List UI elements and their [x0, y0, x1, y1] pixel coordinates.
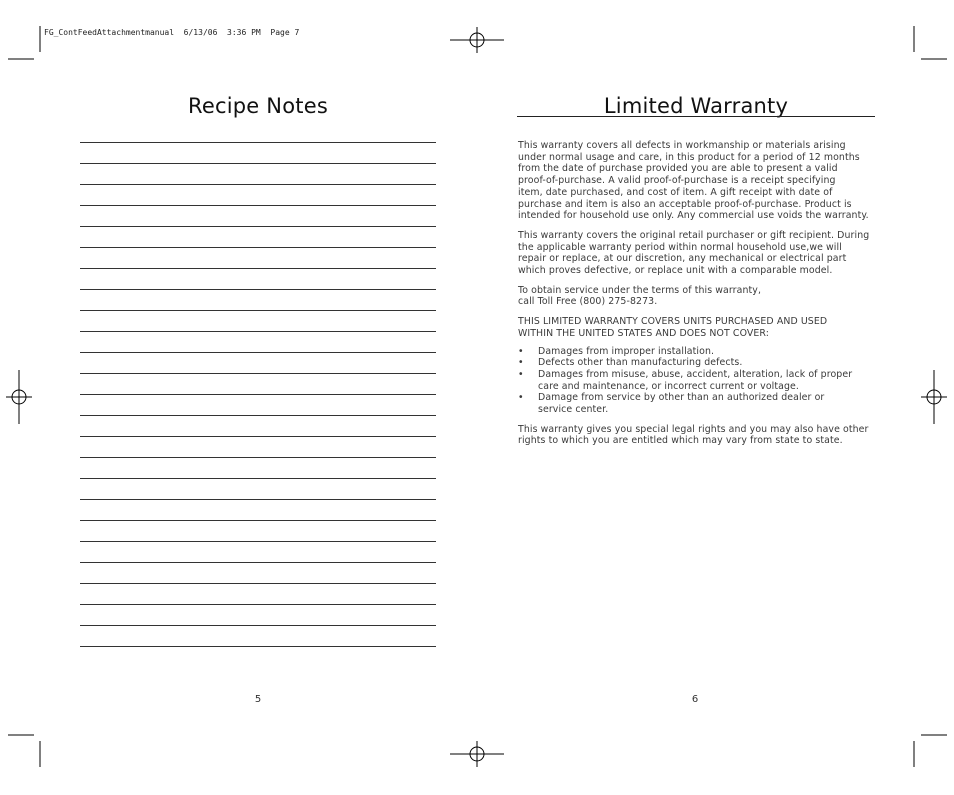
note-line	[80, 331, 436, 352]
warranty-closing: This warranty gives you special legal rights and you may also have other rights to which you are entitled which may vary from state to state.	[518, 423, 869, 447]
recipe-notes-lines	[80, 142, 436, 667]
note-line	[80, 163, 436, 184]
list-item-text: Damages from misuse, abuse, accident, alteration, lack of proper care and maintenance, or incorrect current or voltage.	[538, 368, 853, 392]
note-line	[80, 394, 436, 415]
list-item-text: Damage from service by other than an authorized dealer or service center.	[538, 392, 825, 416]
exclusions-list	[518, 346, 874, 416]
warranty-paragraph: THIS LIMITED WARRANTY COVERS UNITS PURCHASED AND USED WITHIN THE UNITED STATES AND DOES NOT COVER:	[518, 316, 828, 339]
note-line	[80, 499, 436, 520]
note-line	[80, 352, 436, 373]
note-line	[80, 184, 436, 205]
note-line	[80, 436, 436, 457]
bullet-icon: •	[518, 368, 524, 380]
note-line	[80, 457, 436, 478]
note-line	[80, 142, 436, 163]
note-line	[80, 478, 436, 499]
bullet-icon: •	[518, 345, 524, 357]
note-line	[80, 541, 436, 562]
recipe-notes-title: Recipe Notes	[188, 94, 328, 118]
print-slug: FG_ContFeedAttachmentmanual 6/13/06 3:36 PM Page 7	[44, 28, 300, 37]
note-line	[80, 310, 436, 331]
page-number-right: 6	[691, 694, 699, 705]
warranty-paragraph: To obtain service under the terms of this warranty, call Toll Free (800) 275-8273.	[518, 284, 762, 308]
warranty-paragraph: This warranty covers the original retail purchaser or gift recipient. During the applicable warranty period within normal household use,we will repair or replace, at our discretion, any mechanical or electrical part which proves defective, or replace unit with a comparable model.	[518, 229, 870, 277]
note-line	[80, 604, 436, 625]
list-item	[518, 392, 874, 415]
note-line	[80, 625, 436, 646]
note-line	[80, 247, 436, 268]
list-item	[518, 369, 874, 392]
note-line	[80, 520, 436, 541]
limited-warranty-title: Limited Warranty	[603, 94, 789, 118]
warranty-paragraph: This warranty covers all defects in workmanship or materials arising under normal usage and care, in this product for a period of 12 months from the date of purchase provided you are able to present a valid proof-of-purchase. A valid proof-of-purchase is a receipt specifying item, date purchased, and cost of item. A gift receipt with date of purchase and item is also an acceptable proof-of-purchase. Product is intended for household use only. Any commercial use voids the warranty.	[518, 140, 869, 222]
note-line	[80, 562, 436, 583]
list-item-text: Damages from improper installation.	[538, 345, 715, 357]
note-line	[80, 373, 436, 394]
warranty-text	[518, 140, 874, 455]
bullet-icon: •	[518, 357, 524, 369]
bullet-icon: •	[518, 392, 524, 404]
note-line	[80, 226, 436, 247]
note-line	[80, 268, 436, 289]
list-item	[518, 357, 874, 369]
registration-target-icon	[921, 370, 947, 424]
registration-target-icon	[450, 27, 504, 53]
note-line	[80, 415, 436, 436]
registration-target-icon	[450, 741, 504, 767]
registration-target-icon	[6, 370, 32, 424]
note-line	[80, 583, 436, 604]
list-item	[518, 346, 874, 358]
title-underline	[517, 116, 875, 117]
list-item-text: Defects other than manufacturing defects.	[538, 357, 743, 369]
note-line	[80, 646, 436, 667]
note-line	[80, 205, 436, 226]
page-number-left: 5	[254, 694, 262, 705]
note-line	[80, 289, 436, 310]
